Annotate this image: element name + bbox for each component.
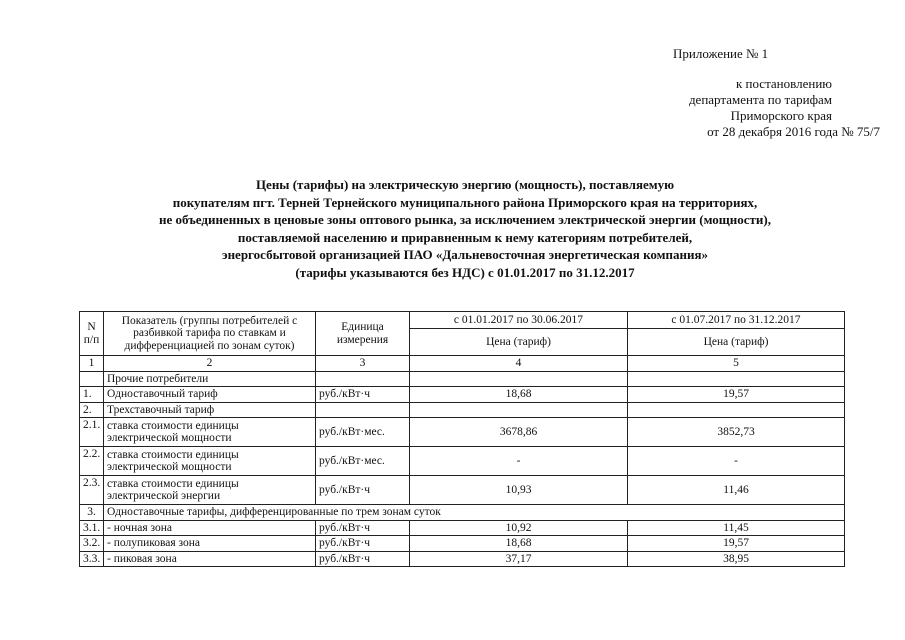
col-number: 1 xyxy=(80,356,104,372)
title-line: энергосбытовой организацией ПАО «Дальневосточная энергетическая компания» xyxy=(221,247,709,262)
row-num: 3.1. xyxy=(80,520,104,536)
table-row xyxy=(80,536,845,552)
row-indicator: - полупиковая зона xyxy=(104,536,316,552)
col-number: 2 xyxy=(104,356,316,372)
row-value1: 3678,86 xyxy=(410,418,628,447)
row-indicator: - ночная зона xyxy=(104,520,316,536)
table-row xyxy=(80,551,845,567)
row-indicator: ставка стоимости единицы электрической мощности xyxy=(104,447,316,476)
row-value1: 18,68 xyxy=(410,536,628,552)
row-num: 1. xyxy=(80,387,104,403)
row-value2 xyxy=(628,371,845,387)
row-indicator: Прочие потребители xyxy=(104,371,316,387)
row-num: 2. xyxy=(80,402,104,418)
row-indicator: Одноставочные тарифы, дифференцированные по трем зонам суток xyxy=(104,505,845,521)
row-indicator: Трехставочный тариф xyxy=(104,402,316,418)
header-num: N п/п xyxy=(80,312,104,356)
row-indicator: - пиковая зона xyxy=(104,551,316,567)
row-indicator: Одноставочный тариф xyxy=(104,387,316,403)
col-number: 5 xyxy=(628,356,845,372)
row-value1: 18,68 xyxy=(410,387,628,403)
row-unit xyxy=(316,402,410,418)
row-num: 3.2. xyxy=(80,536,104,552)
row-value1: - xyxy=(410,447,628,476)
table-row xyxy=(80,476,845,505)
row-value2: 11,45 xyxy=(628,520,845,536)
table-body xyxy=(80,371,845,567)
row-value1 xyxy=(410,371,628,387)
row-unit: руб./кВт·ч xyxy=(316,536,410,552)
table-row xyxy=(80,402,845,418)
row-value2: 38,95 xyxy=(628,551,845,567)
row-num: 2.2. xyxy=(80,447,104,476)
appendix-line: Приморского края xyxy=(730,108,832,123)
row-num: 3.3. xyxy=(80,551,104,567)
header-price2: Цена (тариф) xyxy=(628,329,845,356)
row-unit: руб./кВт·мес. xyxy=(316,418,410,447)
header-unit: Единица измерения xyxy=(316,312,410,356)
row-unit: руб./кВт·ч xyxy=(316,387,410,403)
row-value1: 37,17 xyxy=(410,551,628,567)
col-number: 3 xyxy=(316,356,410,372)
row-value1: 10,92 xyxy=(410,520,628,536)
appendix-number: Приложение № 1 xyxy=(673,46,769,61)
row-value2: 19,57 xyxy=(628,387,845,403)
header-period2: с 01.07.2017 по 31.12.2017 xyxy=(628,312,845,329)
title-line: поставляемой населению и приравненным к нему категориям потребителей, xyxy=(237,229,693,245)
table-row xyxy=(80,447,845,476)
row-value2: 19,57 xyxy=(628,536,845,552)
row-value1: 10,93 xyxy=(410,476,628,505)
row-unit: руб./кВт·ч xyxy=(316,520,410,536)
row-value1 xyxy=(410,402,628,418)
title-line: Цены (тарифы) на электрическую энергию (мощность), поставляемую xyxy=(255,177,675,192)
appendix-block xyxy=(600,46,880,140)
row-num xyxy=(80,371,104,387)
row-unit: руб./кВт·ч xyxy=(316,476,410,505)
table-row xyxy=(80,520,845,536)
row-indicator: ставка стоимости единицы электрической энергии xyxy=(104,476,316,505)
row-value2: 11,46 xyxy=(628,476,845,505)
appendix-line: к постановлению xyxy=(735,76,832,91)
row-value2: 3852,73 xyxy=(628,418,845,447)
appendix-line: от 28 декабря 2016 года № 75/7 xyxy=(707,124,880,139)
row-indicator: ставка стоимости единицы электрической мощности xyxy=(104,418,316,447)
table-row xyxy=(80,387,845,403)
table-row xyxy=(80,371,845,387)
header-price1: Цена (тариф) xyxy=(410,329,628,356)
document-title xyxy=(60,176,870,281)
row-value2 xyxy=(628,402,845,418)
row-value2: - xyxy=(628,447,845,476)
row-unit xyxy=(316,371,410,387)
table-row xyxy=(80,505,845,521)
title-line: покупателям пгт. Терней Тернейского муниципального района Приморского края на территориях, xyxy=(172,194,758,210)
row-num: 2.3. xyxy=(80,476,104,505)
header-indicator: Показатель (группы потребителей с разбивкой тарифа по ставкам и дифференциацией по зонам суток) xyxy=(104,312,316,356)
col-number: 4 xyxy=(410,356,628,372)
header-period1: с 01.01.2017 по 30.06.2017 xyxy=(410,312,628,329)
title-line: не объединенных в ценовые зоны оптового рынка, за исключением электрической энергии (мощности), xyxy=(159,212,771,227)
table-row xyxy=(80,418,845,447)
row-unit: руб./кВт·ч xyxy=(316,551,410,567)
title-line: (тарифы указываются без НДС) с 01.01.2017 по 31.12.2017 xyxy=(295,264,635,280)
tariff-table xyxy=(79,311,845,567)
row-num: 3. xyxy=(80,505,104,521)
row-unit: руб./кВт·мес. xyxy=(316,447,410,476)
row-num: 2.1. xyxy=(80,418,104,447)
appendix-line: департамента по тарифам xyxy=(688,92,832,107)
